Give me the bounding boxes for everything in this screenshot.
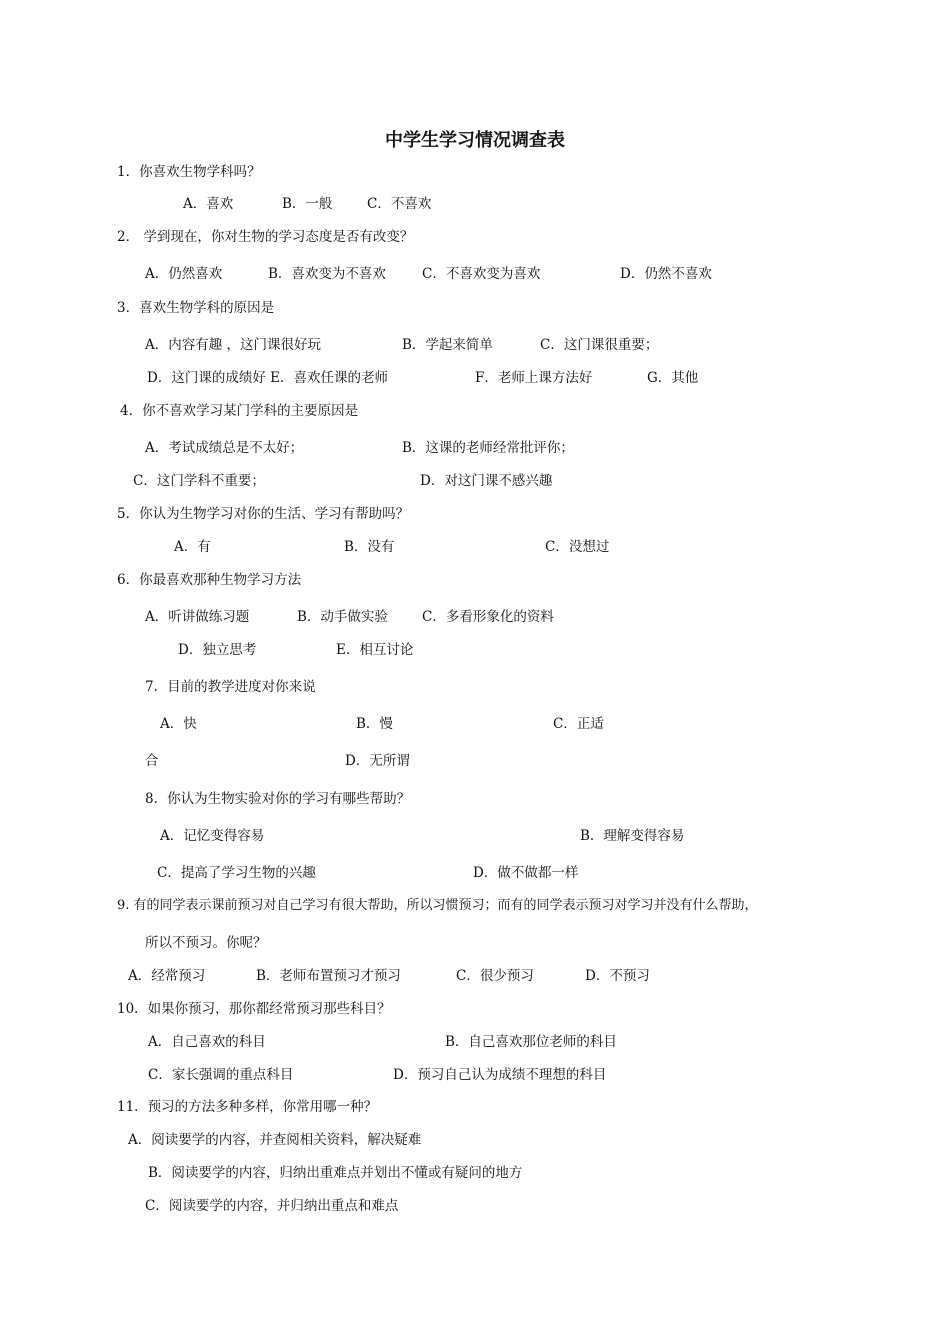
q2-option-b: B．喜欢变为不喜欢 [268,266,386,282]
question-4: 4．你不喜欢学习某门学科的主要原因是 [120,403,359,419]
q4-option-b: B．这课的老师经常批评你； [402,440,574,456]
q2-option-a: A．仍然喜欢 [145,266,223,282]
q7-option-c-cont: 合 [145,753,159,769]
q10-option-d: D．预习自己认为成绩不理想的科目 [393,1067,607,1083]
q11-option-a: A．阅读要学的内容，并查阅相关资料，解决疑难 [128,1132,422,1148]
q3-option-c: C．这门课很重要； [540,337,659,353]
q8-option-b: B．理解变得容易 [580,828,685,844]
q4-option-a: A．考试成绩总是不太好； [145,440,304,456]
q10-option-b: B．自己喜欢那位老师的科目 [445,1034,617,1050]
q5-option-a: A．有 [174,539,211,555]
q10-option-c: C．家长强调的重点科目 [148,1067,294,1083]
question-5: 5．你认为生物学习对你的生活、学习有帮助吗？ [117,506,410,522]
q7-option-c: C．正适 [553,716,604,732]
q9-option-c: C．很少预习 [456,968,534,984]
question-10: 10．如果你预习，那你都经常预习那些科目？ [117,1001,391,1017]
question-6: 6．你最喜欢那种生物学习方法 [117,572,302,588]
q4-option-c: C．这门学科不重要； [133,473,265,489]
q7-option-a: A．快 [160,716,197,732]
page-title: 中学生学习情况调查表 [385,130,565,151]
q8-option-c: C．提高了学习生物的兴趣 [157,865,316,881]
q7-option-d: D．无所谓 [345,753,410,769]
q8-option-a: A．记忆变得容易 [160,828,265,844]
q7-option-b: B．慢 [356,716,393,732]
q6-option-a: A．听讲做练习题 [145,609,250,625]
question-9: 9. 有的同学表示课前预习对自己学习有很大帮助，所以习惯预习；而有的同学表示预习对学习并没有什么帮助， [117,898,758,913]
q9-option-b: B．老师布置预习才预习 [256,968,401,984]
q10-option-a: A．自己喜欢的科目 [148,1034,266,1050]
q11-option-c: C．阅读要学的内容，并归纳出重点和难点 [145,1198,399,1214]
question-11: 11．预习的方法多种多样，你常用哪一种？ [117,1099,378,1115]
q3-option-d-e: D．这门课的成绩好 E．喜欢任课的老师 [147,370,388,386]
q3-option-g: G．其他 [647,370,699,386]
q1-option-b: B．一般 [282,196,333,212]
q5-option-b: B．没有 [344,539,395,555]
q5-option-c: C．没想过 [545,539,610,555]
q9-option-a: A．经常预习 [128,968,206,984]
q1-option-a: A．喜欢 [183,196,234,212]
q6-option-b: B．动手做实验 [297,609,388,625]
q9-option-d: D．不预习 [585,968,650,984]
q6-option-e: E．相互讨论 [336,642,414,658]
question-1: 1．你喜欢生物学科吗？ [117,164,261,180]
question-2: 2． 学到现在，你对生物的学习态度是否有改变？ [117,229,414,245]
q3-option-a: A．内容有趣 ，这门课很好玩 [145,337,322,353]
q3-option-f: F．老师上课方法好 [475,370,593,386]
question-3: 3．喜欢生物学科的原因是 [117,300,275,316]
q1-option-c: C．不喜欢 [367,196,432,212]
q11-option-b: B．阅读要学的内容，归纳出重难点并划出不懂或有疑问的地方 [148,1165,523,1181]
question-9-cont: 所以不预习。你呢？ [145,935,267,951]
question-7: 7．目前的教学进度对你来说 [145,679,316,695]
q6-option-c: C．多看形象化的资料 [422,609,554,625]
q8-option-d: D．做不做都一样 [473,865,579,881]
q4-option-d: D．对这门课不感兴趣 [420,473,553,489]
q2-option-d: D．仍然不喜欢 [620,266,712,282]
q2-option-c: C．不喜欢变为喜欢 [422,266,541,282]
q3-option-b: B．学起来简单 [402,337,493,353]
question-8: 8．你认为生物实验对你的学习有哪些帮助？ [145,791,411,807]
q6-option-d: D．独立思考 [178,642,257,658]
